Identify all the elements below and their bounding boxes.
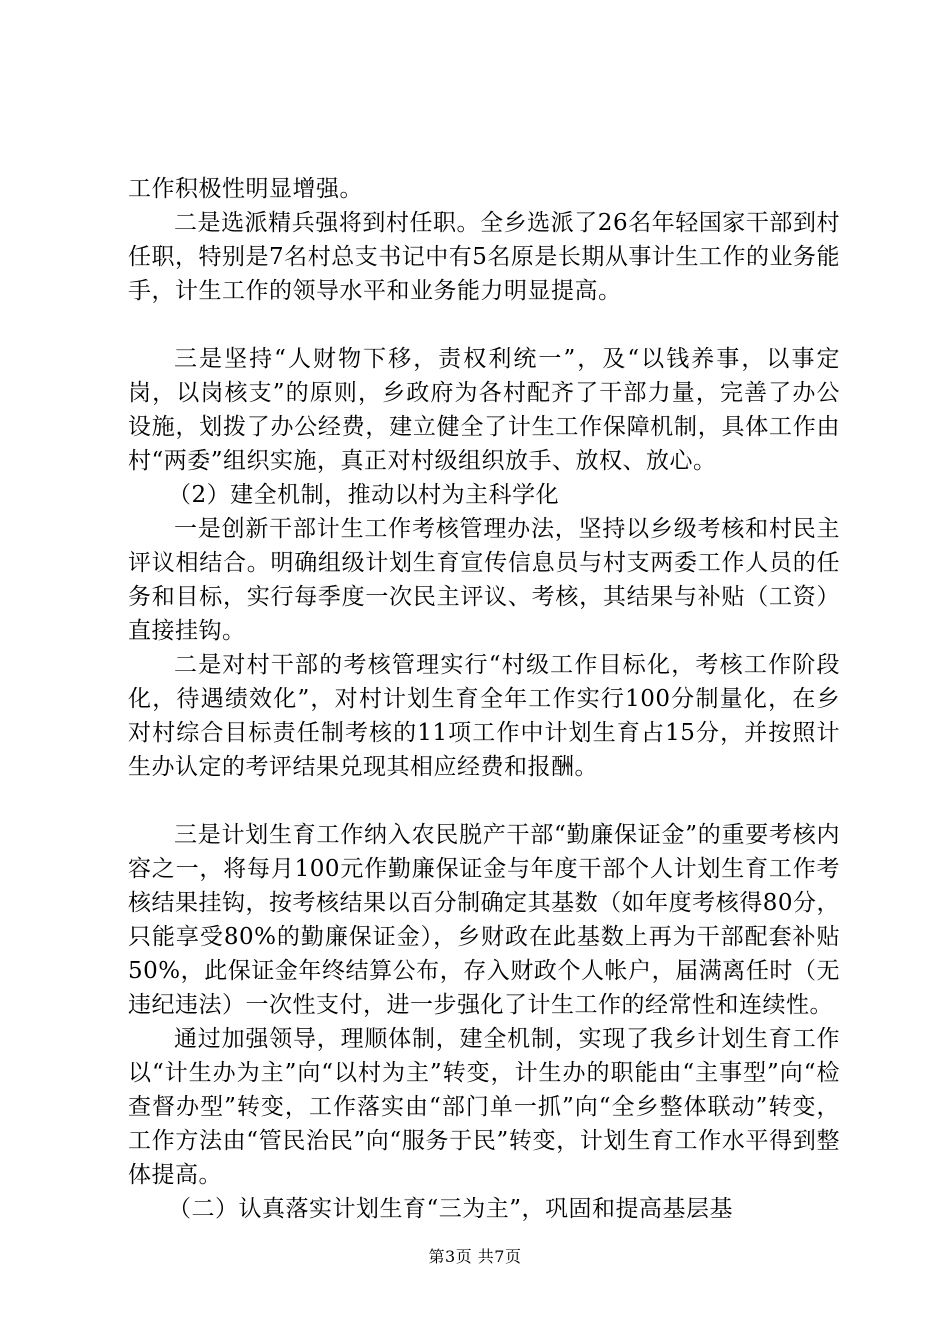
- paragraph-summary: 通过加强领导，理顺体制，建全机制，实现了我乡计划生育工作以“计生办为主”向“以村为主”转变，计生办的职能由“主事型”向“检查督办型”转变，工作落实由“部门单一抓”向“全乡整体联动”转变，工作方法由“管民治民”向“服务于民”转变，计划生育工作水平得到整体提高。: [128, 1026, 840, 1188]
- paragraph-select-cadres: 二是选派精兵强将到村任职。全乡选派了26名年轻国家干部到村任职，特别是7名村总支书记中有5名原是长期从事计生工作的业务能手，计生工作的领导水平和业务能力明显提高。: [128, 210, 840, 304]
- paragraph-target-management: 二是对村干部的考核管理实行“村级工作目标化，考核工作阶段化，待遇绩效化”，对村计划生育全年工作实行100分制量化，在乡对村综合目标责任制考核的11项工作中计划生育占15分，并按照计生办认定的考评结果兑现其相应经费和报酬。: [128, 652, 840, 780]
- paragraph-assessment-method: 一是创新干部计生工作考核管理办法，坚持以乡级考核和村民主评议相结合。明确组级计划生育宣传信息员与村支两委工作人员的任务和目标，实行每季度一次民主评议、考核，其结果与补贴（工资）直接挂钩。: [128, 516, 840, 644]
- page-footer: 第3页 共7页: [428, 1247, 522, 1266]
- paragraph-continuation: 工作积极性明显增强。: [128, 176, 363, 202]
- paragraph-deposit-scheme: 三是计划生育工作纳入农民脱产干部“勤廉保证金”的重要考核内容之一，将每月100元作勤廉保证金与年度干部个人计划生育工作考核结果挂钩，按考核结果以百分制确定其基数（如年度考核得80分，只能享受80%的勤廉保证金），乡财政在此基数上再为干部配套补贴50%，此保证金年终结算公布，存入财政个人帐户，届满离任时（无违纪违法）一次性支付，进一步强化了计生工作的经常性和连续性。: [128, 822, 840, 1018]
- section-heading-mechanism: （2）建全机制，推动以村为主科学化: [168, 482, 560, 508]
- document-body: [128, 172, 840, 1226]
- section-heading-three-main: （二）认真落实计划生育“三为主”，巩固和提高基层基: [168, 1196, 734, 1222]
- paragraph-resources-downward: 三是坚持“人财物下移，责权利统一”，及“以钱养事，以事定岗，以岗核支”的原则，乡政府为各村配齐了干部力量，完善了办公设施，划拨了办公经费，建立健全了计生工作保障机制，具体工作由村“两委”组织实施，真正对村级组织放手、放权、放心。: [128, 346, 840, 474]
